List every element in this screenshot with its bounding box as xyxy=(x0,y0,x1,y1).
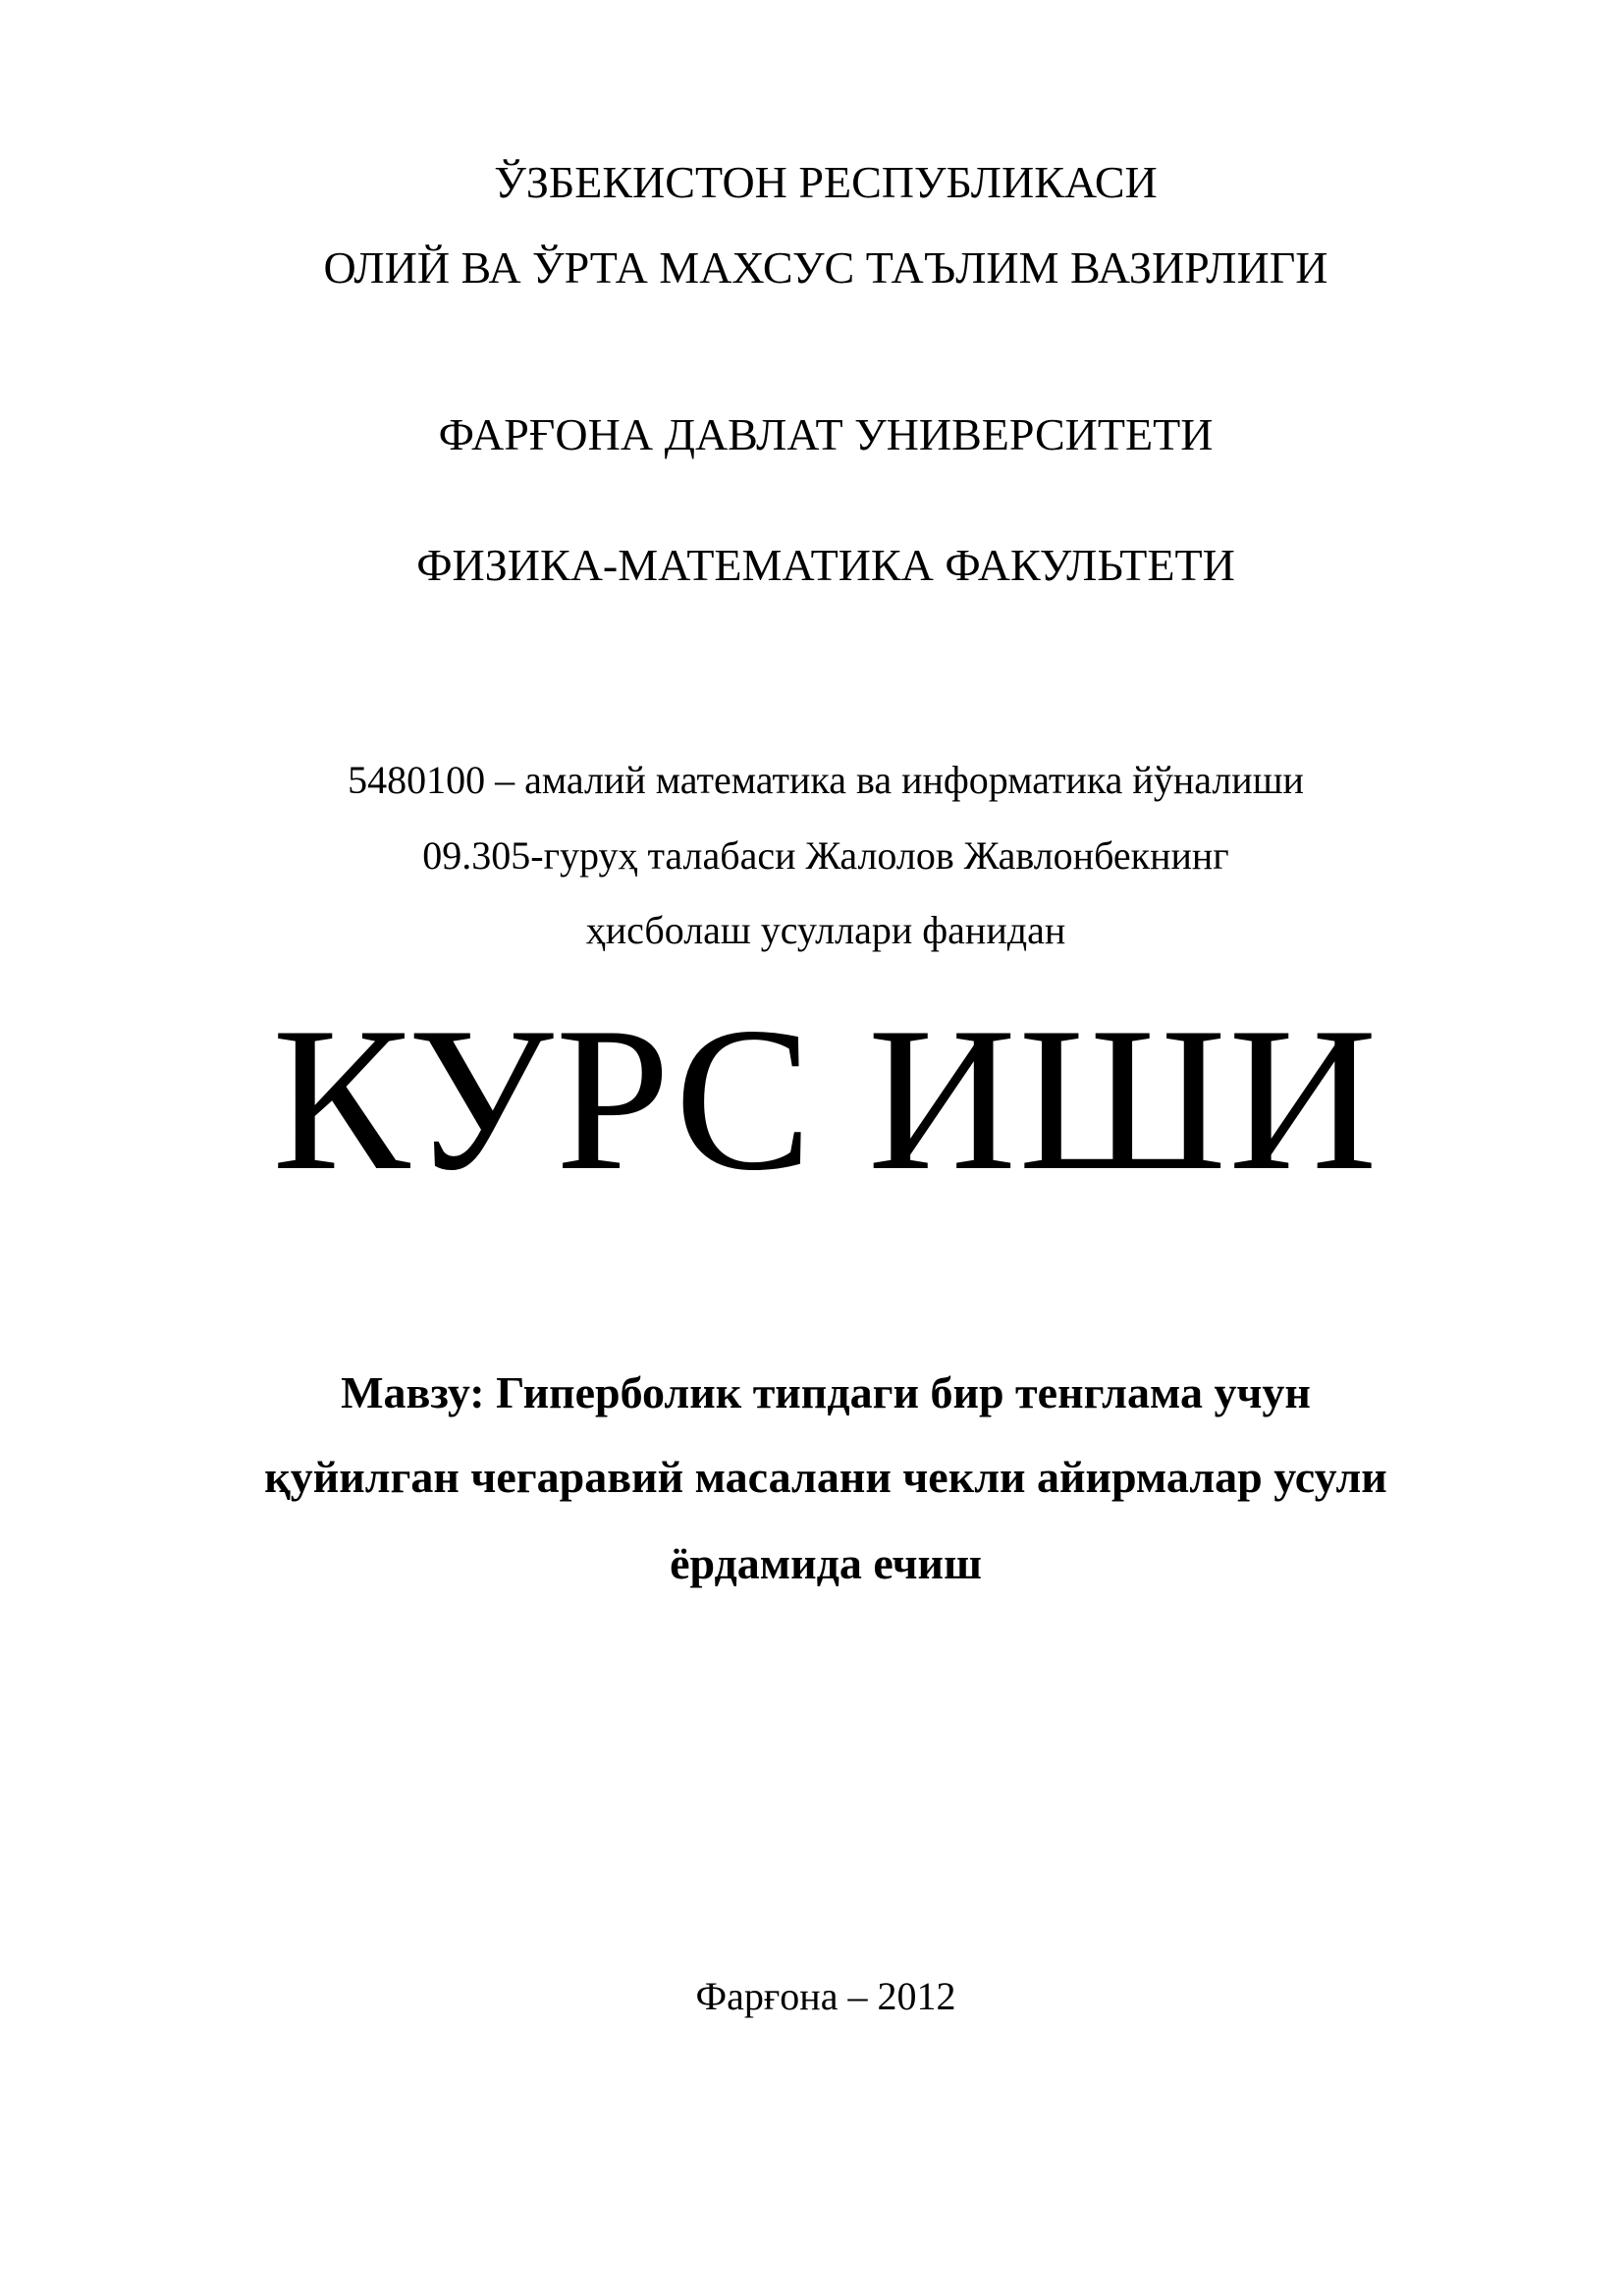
faculty-name: ФИЗИКА-МАТЕМАТИКА ФАКУЛЬТЕТИ xyxy=(416,540,1235,590)
student-line: 09.305-гуруҳ талабаси Жалолов Жавлонбекнинг xyxy=(422,833,1229,878)
topic-line-2: қуйилган чегаравий масалани чекли айирмалар усули xyxy=(264,1452,1387,1502)
subject-line: ҳисболаш усуллари фанидан xyxy=(585,908,1066,952)
course-work-title: КУРС ИШИ xyxy=(272,986,1380,1213)
topic-line-1: Мавзу: Гиперболик типдаги бир тенглама учун xyxy=(341,1367,1311,1417)
ministry-line-1: ЎЗБЕКИСТОН РЕСПУБЛИКАСИ xyxy=(494,157,1158,207)
university-name: ФАРҒОНА ДАВЛАТ УНИВЕРСИТЕТИ xyxy=(438,409,1214,459)
study-direction: 5480100 – амалий математика ва информатика йўналиши xyxy=(348,758,1304,802)
ministry-line-2: ОЛИЙ ВА ЎРТА МАХСУС ТАЪЛИМ ВАЗИРЛИГИ xyxy=(323,242,1328,293)
topic-line-3: ёрдамида ечиш xyxy=(670,1538,982,1588)
place-and-year: Фарғона – 2012 xyxy=(695,1974,956,2018)
